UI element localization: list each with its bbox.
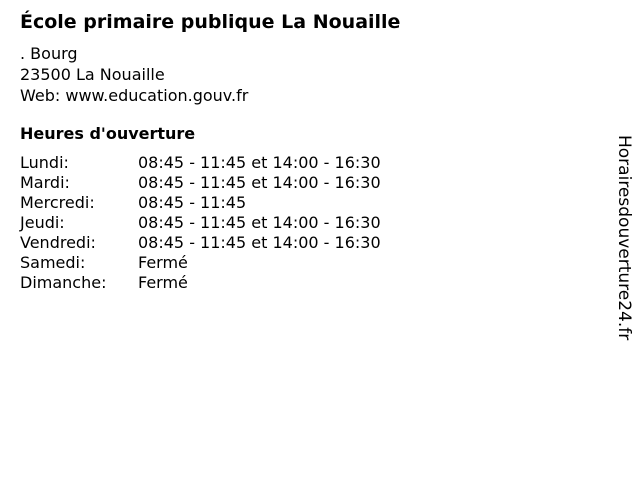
day-label: Samedi: bbox=[20, 253, 86, 272]
day-label: Jeudi: bbox=[20, 213, 65, 232]
page-title: École primaire publique La Nouaille bbox=[20, 11, 401, 33]
address-web: Web: www.education.gouv.fr bbox=[20, 86, 249, 105]
day-label: Dimanche: bbox=[20, 273, 107, 292]
hours-row-saturday bbox=[20, 253, 381, 273]
hours-heading: Heures d'ouverture bbox=[20, 124, 196, 143]
day-label: Lundi: bbox=[20, 153, 69, 172]
day-label: Mercredi: bbox=[20, 193, 95, 212]
address-city: 23500 La Nouaille bbox=[20, 65, 165, 84]
time-value: 08:45 - 11:45 et 14:00 - 16:30 bbox=[138, 233, 381, 252]
site-brand-vertical: Horairesdouverture24.fr bbox=[614, 135, 634, 341]
hours-row-thursday bbox=[20, 213, 381, 233]
day-label: Mardi: bbox=[20, 173, 70, 192]
address-street: . Bourg bbox=[20, 44, 78, 63]
time-value: Fermé bbox=[138, 253, 188, 272]
hours-row-sunday bbox=[20, 273, 381, 293]
hours-row-tuesday bbox=[20, 173, 381, 193]
time-value: Fermé bbox=[138, 273, 188, 292]
hours-row-wednesday bbox=[20, 193, 381, 213]
hours-row-monday bbox=[20, 153, 381, 173]
hours-row-friday bbox=[20, 233, 381, 253]
time-value: 08:45 - 11:45 et 14:00 - 16:30 bbox=[138, 153, 381, 172]
time-value: 08:45 - 11:45 et 14:00 - 16:30 bbox=[138, 173, 381, 192]
day-label: Vendredi: bbox=[20, 233, 96, 252]
time-value: 08:45 - 11:45 bbox=[138, 193, 247, 212]
hours-table bbox=[20, 153, 381, 293]
address-block bbox=[20, 43, 248, 106]
time-value: 08:45 - 11:45 et 14:00 - 16:30 bbox=[138, 213, 381, 232]
